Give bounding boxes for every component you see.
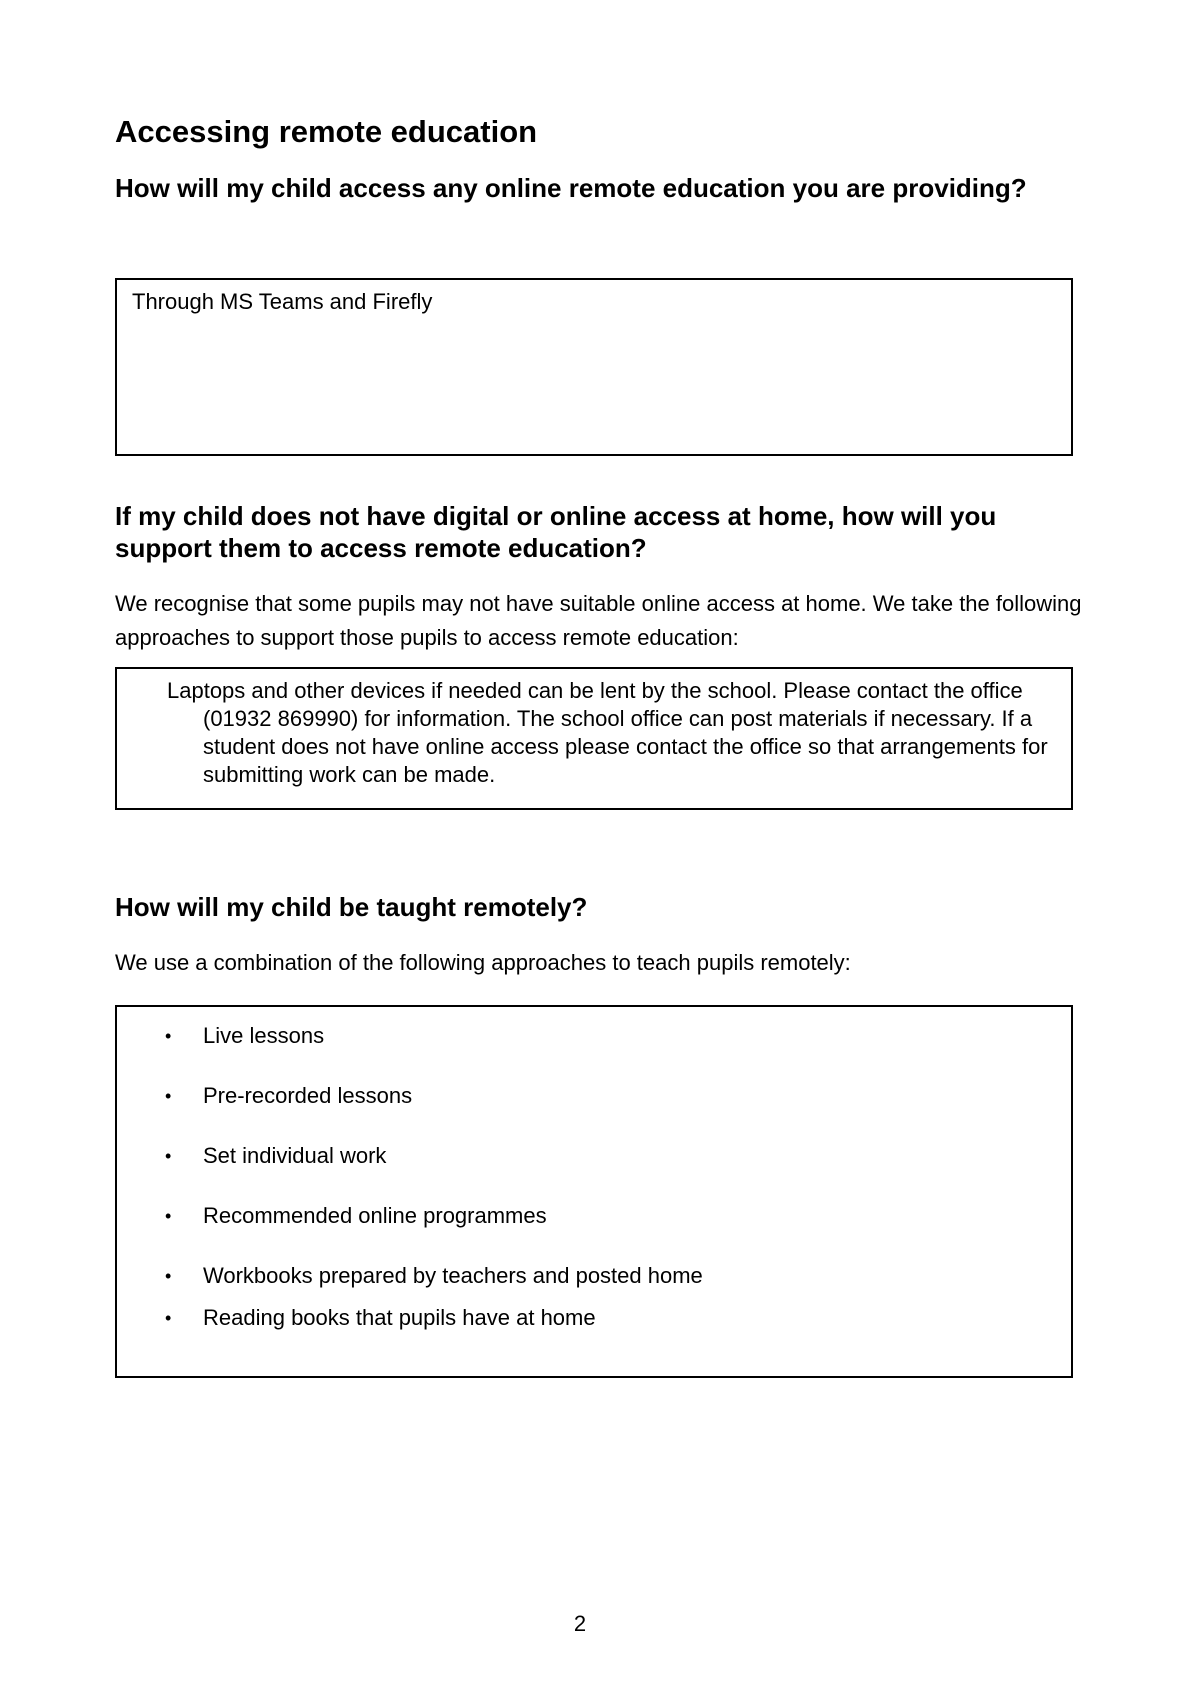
section-heading-no-access-support: If my child does not have digital or online access at home, how will you support them to access remote education? xyxy=(115,501,997,563)
bullet-icon: • xyxy=(165,1206,172,1226)
bullet-icon: • xyxy=(165,1026,172,1046)
list-item-label: Reading books that pupils have at home xyxy=(203,1305,596,1330)
section-intro-no-access-support: We recognise that some pupils may not have suitable online access at home. We take the following approaches to support those pupils to access remote education: xyxy=(115,591,1082,650)
section-heading-online-access: How will my child access any online remote education you are providing? xyxy=(115,173,1027,203)
answer-box-no-access-support xyxy=(115,667,1073,810)
bullet-icon: • xyxy=(165,1086,172,1106)
list-item-label: Workbooks prepared by teachers and posted home xyxy=(203,1263,703,1288)
page-number: 2 xyxy=(573,1611,587,1636)
bullet-icon: • xyxy=(165,1308,172,1328)
answer-box-online-access xyxy=(115,278,1073,456)
list-item-label: Pre-recorded lessons xyxy=(203,1083,413,1108)
list-item-label: Set individual work xyxy=(203,1143,387,1168)
list-item-label: Live lessons xyxy=(203,1023,325,1048)
section-intro-taught-remotely: We use a combination of the following approaches to teach pupils remotely: xyxy=(115,950,851,975)
bullet-icon: • xyxy=(165,1266,172,1286)
page-title: Accessing remote education xyxy=(115,114,538,149)
answer-text-online-access: Through MS Teams and Firefly xyxy=(132,289,433,314)
section-heading-taught-remotely: How will my child be taught remotely? xyxy=(115,892,588,922)
answer-text-no-access-support: Laptops and other devices if needed can be lent by the school. Please contact the office (01932 869990) for information. The school office can post materials if necessary. If a student does not have online access please contact the office so that arrangements for submitting work can be made. xyxy=(167,678,1048,787)
bullet-icon: • xyxy=(165,1146,172,1166)
answer-box-taught-remotely xyxy=(115,1005,1073,1378)
list-item-label: Recommended online programmes xyxy=(203,1203,547,1228)
